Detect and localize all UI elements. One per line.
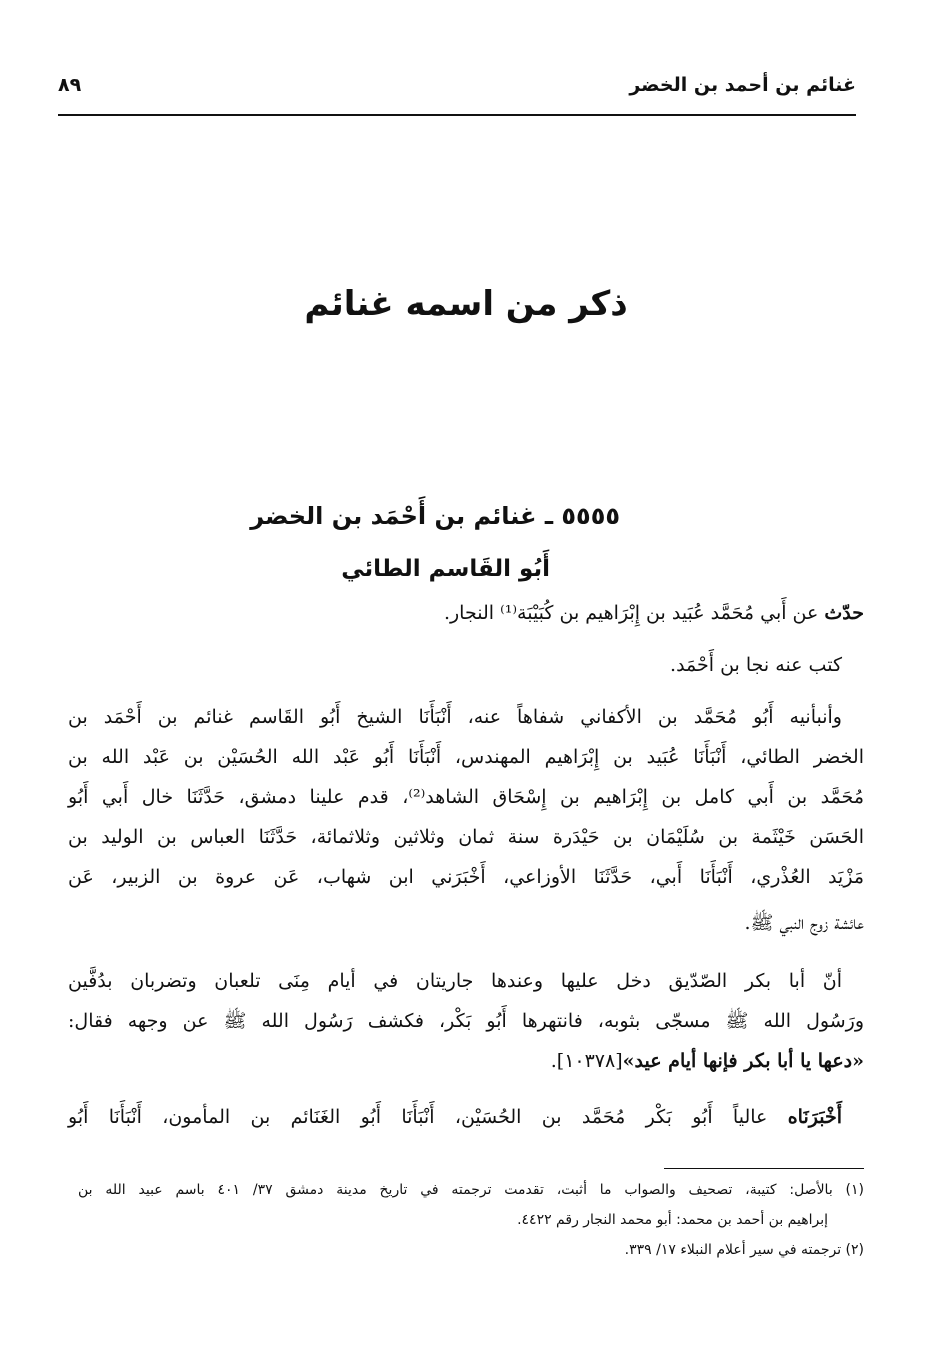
body-line: الحَسَن خَيْثَمة بن سُلَيْمَان بن حَيْدَرة سنة ثمان وثلاثين وثلاثمائة، حَدَّثَنَا العباس بن الوليد بن — [68, 826, 864, 848]
body-line: كتب عنه نجا بن أَحْمَد. — [670, 654, 842, 676]
body-line: وأنبأنيه أَبُو مُحَمَّد بن الأكفاني شفاهاً عنه، أَنْبَأَنَا الشيخ أَبُو القَاسم غنائم بن أَحْمَد بن — [68, 706, 842, 728]
line-text: [١٠٣٧٨]. — [550, 1050, 623, 1072]
body-line — [551, 1046, 864, 1076]
body-line: ورَسُول الله ﷺ مسجّى بثوبه، فانتهرها أَبُو بَكْر، فكشف رَسُول الله ﷺ عن وجهه فقال: — [68, 1010, 864, 1032]
line-lead: حدّث — [824, 602, 864, 624]
line-lead: أَخْبَرَنَاه — [787, 1106, 842, 1128]
entry-heading: ٥٥٥٥ ـ غنائم بن أَحْمَد بن الخضر — [250, 502, 620, 530]
running-title: غنائم بن أحمد بن الخضر — [629, 74, 856, 96]
footnote-1-continued: إبراهيم بن أحمد بن محمد: أبو محمد النجار رقم ٤٤٢٢. — [517, 1212, 828, 1228]
line-text: عالياً أَبُو بَكْر مُحَمَّد بن الحُسَيْن، أَنْبَأَنَا أَبُو الغَنَائم بن المأمون، أَنْبَأَنَا أَبُو — [68, 1106, 788, 1128]
body-line: عائشة زوج النبي ﷺ. — [744, 912, 864, 934]
footnote-1: (١) بالأصل: كتيبة، تصحيف والصواب ما أثبت، تقدمت ترجمته في تاريخ مدينة دمشق ٣٧/ ٤٠١ باسم عبيد الله بن — [78, 1182, 864, 1198]
line-text: عن أَبي مُحَمَّد عُبَيد بن إِبْرَاهيم بن كُبَيْبَة⁽¹⁾ النجار. — [443, 602, 825, 624]
header-rule — [58, 114, 856, 116]
body-line: الخضر الطائي، أَنْبَأَنَا عُبَيد بن إِبْرَاهيم المهندس، أَنْبَأَنَا أَبُو عَبْد الله الحُسَيْن بن عَبْد الله بن — [68, 746, 864, 768]
body-line: مَزْيَد العُذْري، أَنْبَأَنَا أَبي، حَدَّثَنَا الأوزاعي، أَخْبَرَني ابن شهاب، عَن عروة بن الزبير، عَن — [68, 866, 864, 888]
footnote-2: (٢) ترجمته في سير أعلام النبلاء ١٧/ ٣٣٩. — [624, 1242, 864, 1258]
running-header — [58, 68, 856, 112]
body-line: أنّ أبا بكر الصّدّيق دخل عليها وعندها جاريتان في أيام مِنَى تلعبان وتضربان بدُفَّين — [68, 970, 842, 992]
section-title: ذكر من اسمه غنائم — [304, 284, 628, 324]
page-number: ٨٩ — [58, 74, 82, 96]
body-line — [444, 598, 864, 628]
line-lead: «دعها يا أبا بكر فإنها أيام عيد» — [622, 1050, 864, 1072]
footnote-rule — [664, 1168, 864, 1169]
entry-kunya: أَبُو القَاسم الطائي — [341, 556, 550, 582]
body-line — [68, 1102, 842, 1132]
body-line: مُحَمَّد بن أَبي كامل بن إِبْرَاهيم بن إِسْحَاق الشاهد⁽²⁾، قدم علينا دمشق، حَدَّثَنَا خال أَبي أَبُو — [68, 786, 865, 808]
